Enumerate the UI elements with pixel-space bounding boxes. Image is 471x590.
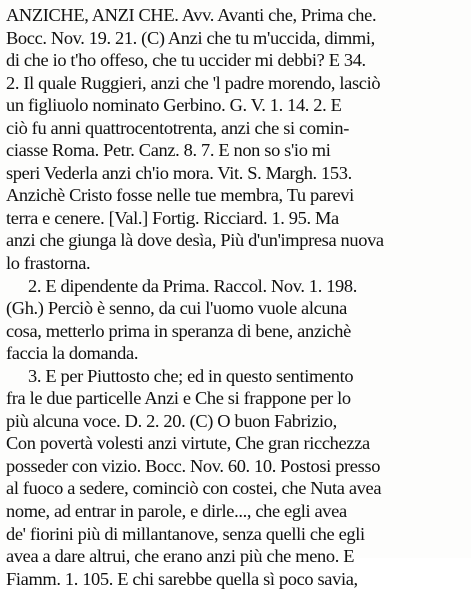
entry-line: posseder con vizio. Bocc. Nov. 60. 10. Postosi presso (6, 455, 381, 476)
entry-line: di che io t'ho offeso, che tu uccider mi debbi? E 34. (6, 50, 366, 71)
entry-line: ciò fu anni quattrocentotrenta, anzi che si comin- (6, 117, 350, 138)
entry-line: Fiamm. 1. 105. E chi sarebbe quella sì poco savia, (6, 568, 358, 589)
entry-line: faccia la domanda. (6, 343, 139, 364)
entry-line: terra e cenere. [Val.] Fortig. Ricciard. 1. 95. Ma (6, 207, 339, 228)
entry-line: Anzichè Cristo fosse nelle tue membra, Tu parevi (6, 185, 354, 206)
entry-line: un figliuolo nominato Gerbino. G. V. 1. 14. 2. E (6, 95, 342, 116)
entry-line: 3. E per Piuttosto che; ed in questo sentimento (28, 365, 354, 386)
entry-line: ciasse Roma. Petr. Canz. 8. 7. E non so s'io mi (6, 140, 331, 161)
entry-line: lo frastorna. (6, 253, 91, 274)
entry-line: de' fiorini più di millantanove, senza quelli che egli (6, 523, 365, 544)
entry-line: Con povertà volesti anzi virtute, Che gran ricchezza (6, 433, 370, 454)
entry-line: cosa, metterlo prima in speranza di bene, anzichè (6, 320, 351, 341)
entry-line: fra le due particelle Anzi e Che si frappone per lo (6, 388, 351, 409)
entry-line: avea a dare altrui, che erano anzi più che meno. E (6, 546, 355, 567)
dictionary-entry (6, 4, 465, 590)
entry-line: speri Vederla anzi ch'io mora. Vit. S. Margh. 153. (6, 162, 352, 183)
entry-line: anzi che giunga là dove desìa, Più d'un'impresa nuova (6, 230, 384, 251)
entry-line: più alcuna voce. D. 2. 20. (C) O buon Fabrizio, (6, 410, 337, 431)
entry-line: al fuoco a sedere, cominciò con costei, che Nuta avea (6, 478, 382, 499)
entry-line: 2. Il quale Ruggieri, anzi che 'l padre morendo, lasciò (6, 72, 381, 93)
entry-line: nome, ad entrar in parole, e dirle..., che egli avea (6, 501, 347, 522)
entry-line: 2. E dipendente da Prima. Raccol. Nov. 1. 198. (28, 275, 357, 296)
entry-line: ANZICHE, ANZI CHE. Avv. Avanti che, Prima che. (6, 5, 377, 25)
entry-line: Bocc. Nov. 19. 21. (C) Anzi che tu m'uccida, dimmi, (6, 27, 375, 48)
entry-line: (Gh.) Perciò è senno, da cui l'uomo vuole alcuna (6, 298, 347, 319)
